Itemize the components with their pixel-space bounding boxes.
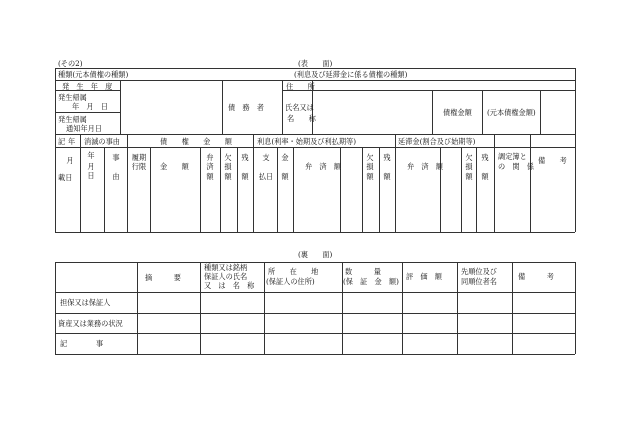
front-title: (表 面) bbox=[298, 59, 333, 68]
col-balance-3: 残 額 bbox=[481, 153, 489, 181]
col-record-day: 載日 bbox=[58, 173, 73, 182]
col-lost-2: 欠 損 額 bbox=[366, 153, 374, 181]
reason-header: 消滅の事由 bbox=[84, 137, 120, 146]
name-label-2: 名 称 bbox=[287, 114, 316, 123]
ledger-relation: 調定簿と bbox=[498, 152, 527, 161]
col-year: 年 bbox=[87, 151, 95, 160]
back-col-quantity-2: (保 証 金 額) bbox=[343, 277, 399, 286]
back-title: (裏 面) bbox=[298, 250, 333, 259]
claim-amount-label: 債権金額 bbox=[443, 108, 472, 117]
claim-amount-note: (元本債権金額) bbox=[487, 108, 536, 117]
type-label: 種類(元本債権の種類) bbox=[58, 70, 129, 79]
col-payday: 支 払日 bbox=[258, 153, 274, 181]
notice-date-sub: 通知年月日 bbox=[66, 124, 102, 133]
col-repaid-wide: 弁 済 額 bbox=[305, 162, 341, 171]
back-col-location-2: (保証人の住所) bbox=[266, 277, 315, 286]
col-matter: 事 由 bbox=[112, 153, 120, 181]
back-col-quantity: 数 量 bbox=[345, 267, 381, 276]
col-repaid-wide-2: 弁 済 額 bbox=[407, 162, 443, 171]
page-label: (その2) bbox=[58, 59, 83, 68]
debtor-label: 債 務 者 bbox=[228, 103, 264, 112]
back-col-summary: 摘 要 bbox=[145, 273, 181, 282]
back-col-type-3: 又 は 名 称 bbox=[204, 281, 255, 290]
col-amount: 金 額 bbox=[160, 162, 189, 171]
col-balance: 残 額 bbox=[241, 153, 249, 181]
col-repaid: 弁 済 額 bbox=[206, 153, 214, 181]
notice-date-label: 発生帰属 bbox=[58, 115, 87, 124]
col-money: 金 額 bbox=[281, 153, 289, 181]
claim-header: 債 権 金 額 bbox=[160, 137, 232, 146]
back-row-notes: 記 事 bbox=[60, 339, 104, 348]
front-remarks: 備 考 bbox=[538, 156, 567, 165]
back-row-collateral: 担保又は保証人 bbox=[60, 298, 111, 307]
back-col-remarks: 備 考 bbox=[518, 272, 554, 281]
delinquent-header: 延滞金(割合及び始期等) bbox=[398, 137, 476, 146]
col-month: 月 bbox=[66, 156, 74, 165]
col-lost-3: 欠 損 額 bbox=[465, 153, 473, 181]
address-label: 住 所 bbox=[286, 82, 315, 91]
col-balance-2: 残 額 bbox=[383, 153, 391, 181]
col-due: 履期 行限 bbox=[131, 153, 147, 172]
back-col-type-2: 保証人の氏名 bbox=[204, 272, 248, 281]
ownership-date-sub: 年 月 日 bbox=[72, 102, 108, 111]
back-col-priority: 先順位及び bbox=[461, 267, 497, 276]
back-col-type: 種類又は銘柄 bbox=[204, 263, 248, 272]
record-label: 記 bbox=[58, 137, 66, 146]
name-label: 氏名又は bbox=[285, 103, 314, 112]
back-col-valuation: 評 価 額 bbox=[406, 272, 442, 281]
date-header: 年 bbox=[68, 137, 76, 146]
col-month-date: 月 日 bbox=[87, 162, 95, 181]
year-label: 発 生 年 度 bbox=[62, 82, 113, 91]
ledger-relation-2: の 関 係 bbox=[498, 162, 534, 171]
back-col-location: 所 在 地 bbox=[268, 267, 319, 276]
ownership-date-label: 発生帰属 bbox=[58, 93, 87, 102]
interest-type-label: (利息及び延滞金に係る債権の種類) bbox=[294, 70, 408, 79]
interest-header: 利息(利率・始期及び利払期等) bbox=[257, 137, 357, 146]
back-col-priority-2: 同順位者名 bbox=[461, 277, 497, 286]
back-row-assets: 資産又は業務の状況 bbox=[58, 319, 123, 328]
col-lost: 欠 損 額 bbox=[224, 153, 232, 181]
